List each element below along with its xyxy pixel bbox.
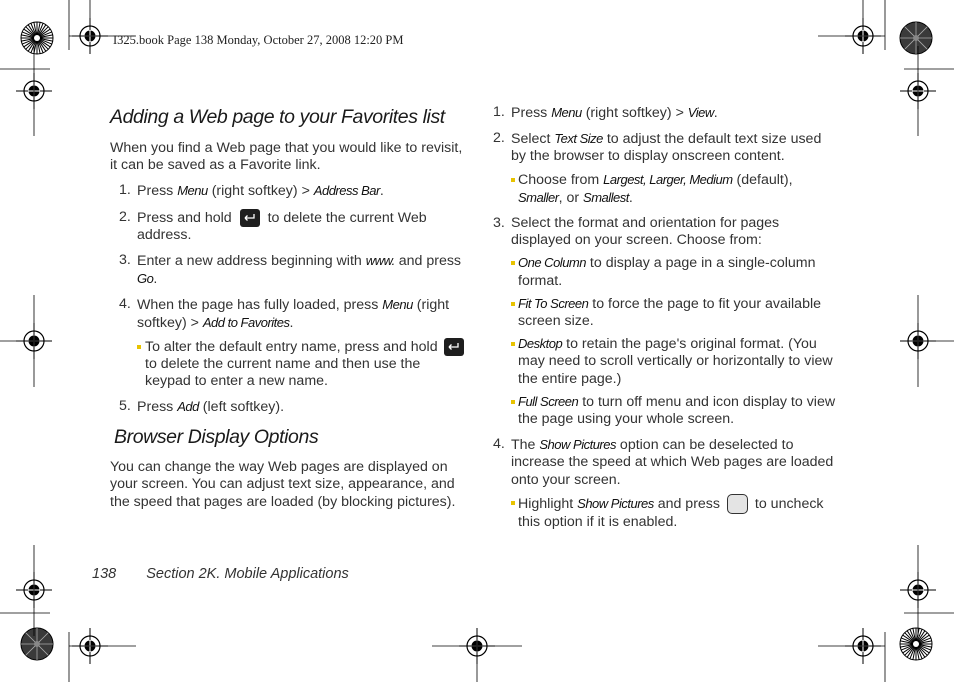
page-footer — [92, 566, 349, 582]
step-text: Select the format and orientation for pages displayed on your screen. Choose from: — [511, 215, 780, 249]
step-text: (right softkey) > — [581, 105, 688, 121]
step-text: (left softkey). — [198, 399, 285, 416]
bullet-text: (default), — [732, 171, 793, 188]
fit-to-screen-bullet — [491, 295, 836, 330]
step-4-bullet — [110, 338, 468, 390]
ui-term: Menu — [551, 105, 582, 120]
step-4 — [110, 296, 468, 332]
step-text: (right softkey) > — [207, 183, 314, 200]
ui-term: Smaller — [518, 189, 559, 205]
desktop-bullet — [491, 335, 836, 388]
back-key-icon — [240, 209, 260, 227]
full-screen-bullet — [491, 393, 836, 428]
bullet-icon — [511, 501, 515, 505]
bullet-text: to uncheck this option if it is enabled. — [518, 495, 824, 530]
bullet-icon — [511, 261, 515, 265]
left-column — [110, 104, 468, 511]
intro-paragraph: When you find a Web page that you would like to revisit, it can be saved as a Favorite link. — [110, 140, 463, 174]
step-5 — [110, 398, 468, 416]
ui-term: Show Pictures — [577, 495, 654, 511]
step-text: and press — [394, 252, 462, 269]
step-1 — [491, 104, 836, 122]
step-3 — [491, 215, 836, 249]
bullet-icon — [511, 342, 515, 346]
step-number: 2. — [119, 208, 131, 225]
ui-term: Menu — [177, 183, 208, 199]
bullet-icon — [511, 178, 515, 182]
step-text: Select — [511, 131, 555, 148]
bullet-text: and press — [653, 495, 720, 512]
step-text: Press — [137, 183, 178, 200]
step-text: option can be deselected to increase the speed at which Web pages are loaded onto your screen. — [511, 437, 834, 488]
step-text: Enter a new address beginning with — [137, 252, 366, 269]
ui-term: Full Screen — [518, 393, 579, 409]
step-text: Press and hold — [137, 209, 232, 226]
step-text: When the page has fully loaded, press — [137, 297, 383, 314]
step-number: 5. — [119, 398, 131, 415]
bullet-text: To alter the default entry name, press and hold — [145, 338, 438, 355]
step-3 — [110, 252, 468, 288]
ui-term: Smallest — [583, 189, 629, 205]
back-key-icon — [444, 338, 464, 356]
bullet-text: to delete the current name and then use the keypad to enter a new name. — [145, 355, 421, 389]
step-text: to adjust the default text size used by the browser to display onscreen content. — [511, 131, 822, 165]
step-text: to delete the current Web address. — [137, 209, 427, 243]
bullet-text: to force the page to fit your available screen size. — [518, 295, 822, 330]
step-text: Press — [137, 399, 178, 416]
step-1 — [110, 182, 468, 200]
section-title-display-options: Browser Display Options — [114, 426, 319, 449]
ui-term: Add to Favorites — [202, 315, 290, 331]
ui-term: Address Bar — [313, 183, 380, 199]
ui-term: Show Pictures — [539, 437, 616, 453]
bullet-text: Choose from — [518, 171, 604, 188]
ui-term: www. — [365, 252, 395, 268]
bullet-icon — [511, 302, 515, 306]
bullet-text: . — [628, 189, 633, 206]
step-2 — [491, 130, 836, 165]
step-text: . — [289, 315, 294, 332]
text-size-options-bullet — [491, 171, 836, 207]
bullet-text: to display a page in a single-column format. — [518, 255, 816, 289]
step-2 — [110, 209, 468, 244]
bullet-text: to turn off menu and icon display to view the page using your whole screen. — [518, 393, 836, 428]
bullet-text: to retain the page's original format. (You may need to scroll vertically or horizontally to view the entire page.) — [518, 336, 833, 387]
ui-term: Desktop — [518, 336, 563, 352]
book-header-line: I325.book Page 138 Monday, October 27, 2008 12:20 PM — [113, 33, 404, 47]
bullet-icon — [511, 400, 515, 404]
ui-term: Largest, Larger, Medium — [603, 171, 733, 187]
ui-term: Menu — [382, 297, 413, 313]
step-number: 1. — [119, 182, 131, 199]
page-number: 138 — [92, 566, 117, 582]
step-number: 3. — [119, 251, 131, 268]
step-number: 1. — [493, 104, 505, 120]
ui-term: Go — [137, 271, 154, 287]
step-number: 2. — [493, 130, 505, 147]
step-4 — [491, 436, 836, 489]
section-name: Section 2K. Mobile Applications — [146, 566, 349, 582]
bullet-text: Highlight — [518, 495, 578, 512]
step-text: . — [713, 105, 718, 121]
step-text: . — [153, 271, 158, 288]
right-column — [491, 104, 836, 531]
step-number: 3. — [493, 215, 505, 232]
step-text: (right softkey) > — [137, 297, 450, 332]
ui-term: Text Size — [554, 131, 603, 147]
ok-key-icon — [727, 494, 748, 514]
ui-term: Fit To Screen — [518, 295, 589, 311]
ui-term: One Column — [518, 255, 586, 271]
step-text: Press — [511, 105, 552, 121]
bullet-icon — [137, 345, 141, 349]
ui-term: View — [687, 105, 714, 120]
step-number: 4. — [493, 436, 505, 453]
ui-term: Add — [177, 399, 199, 415]
step-text: . — [379, 183, 384, 200]
display-options-paragraph: You can change the way Web pages are displayed on your screen. You can adjust text size, appearance, and the speed that pages are loaded (by blocking pictures). — [110, 459, 456, 510]
show-pictures-bullet — [491, 494, 836, 531]
step-number: 4. — [119, 296, 131, 313]
step-text: The — [511, 437, 540, 454]
bullet-text: , or — [558, 189, 584, 206]
section-title-favorites: Adding a Web page to your Favorites list — [110, 106, 445, 128]
one-column-bullet — [491, 254, 836, 289]
